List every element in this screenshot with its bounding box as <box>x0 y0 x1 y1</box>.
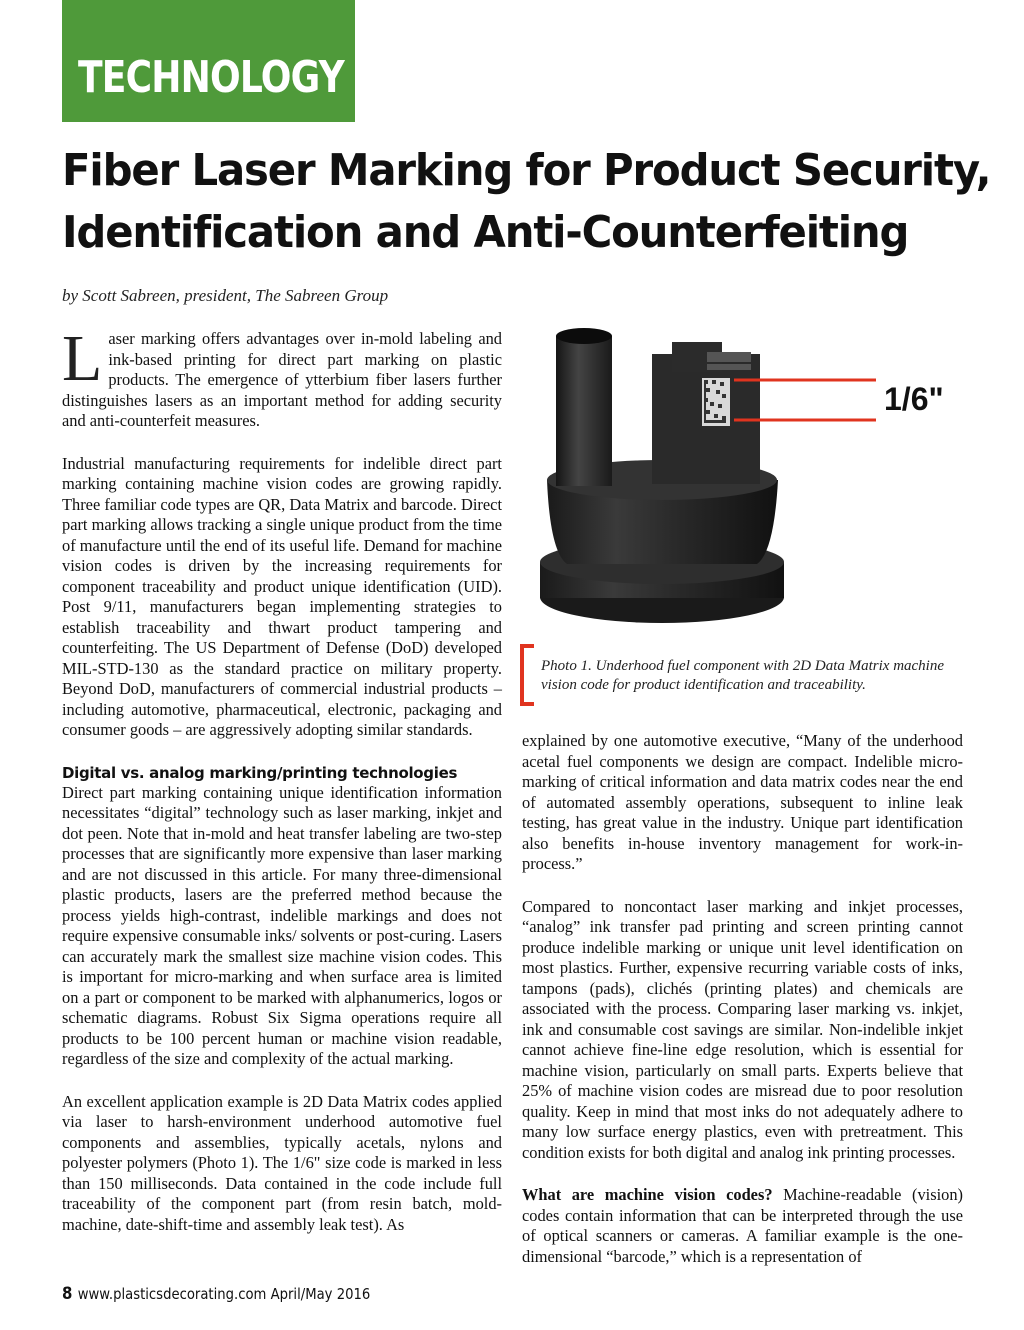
footer-text: www.plasticsdecorating.com April/May 2016 <box>77 1285 371 1303</box>
body-paragraph: Direct part marking containing unique identification information necessitates “digital” technology such as laser marking, inkjet and dot peen. Note that in-mold and heat transfer labeling are two-step processes that are significantly more expensive than laser marking and are not discussed in this article. For many three-dimensional plastic products, lasers are the preferred method because the process yields high-contrast, indelible markings and does not require expensive consumable inks/ solvents or post-curing. Lasers can accurately mark the smallest size machine vision codes. This is important for micro-marking and when surface area is limited on a part or component to be marked with alphanumerics, logos or schematic diagrams. Robust Six Sigma operations require all products to be 100 percent human or machine vision readable, regardless of the size and complexity of the actual marking. <box>62 782 502 1068</box>
article-title-line-1: Fiber Laser Marking for Product Security, <box>62 145 991 196</box>
right-column <box>522 731 963 1289</box>
run-in-heading: What are machine vision codes? <box>522 1185 773 1204</box>
photo-caption: Photo 1. Underhood fuel component with 2D Data Matrix machine vision code for product identification and traceability. <box>541 658 945 693</box>
left-column <box>62 322 502 1257</box>
photo-fuel-component <box>522 322 1002 638</box>
section-banner-label: TECHNOLOGY <box>78 52 344 103</box>
intro-text: aser marking offers advantages over in-mold labeling and ink-based printing for direct part marking on plastic products. The emergence of ytterbium fiber lasers further distinguishes lasers as an important method for adding security and anti-counterfeit measures. <box>62 329 502 430</box>
caption-bracket <box>520 644 534 706</box>
body-paragraph: explained by one automotive executive, “Many of the underhood acetal fuel components we design are compact. Indelible micro-marking of critical information and data matrix codes near the end of automated assembly operations, subsequent to inline leak testing, has great value in the industry. Unique part identification also benefits in-house inventory management for work-in-process.” <box>522 731 963 873</box>
section-subheading: Digital vs. analog marking/printing technologies <box>62 763 458 782</box>
body-paragraph: Industrial manufacturing requirements for indelible direct part marking containing machine vision codes are growing rapidly. Three familiar code types are QR, Data Matrix and barcode. Direct part marking allows tracking a single unique product from the time of manufacture until the end of its useful life. Demand for machine vision codes is driven by the increasing requirements for component traceability and product unique identification (UID). Post 9/11, manufacturers began implementing strategies to establish traceability and thwart product tampering and counterfeiting. The US Department of Defense (DoD) developed MIL-STD-130 as the standard practice on military property. Beyond DoD, manufacturers of commercial industrial products – including automotive, pharmaceutical, electronic, packaging and consumer goods – are aggressively adopting similar standards. <box>62 453 502 739</box>
drop-cap: L <box>62 322 103 395</box>
article-title-line-2: Identification and Anti-Counterfeiting <box>62 207 909 258</box>
run-in-text: Machine-readable (vision) codes contain information that can be interpreted through the use of optical scanners or cameras. A familiar example is the one-dimensional “barcode,” which is a representation of <box>522 1185 963 1266</box>
dimension-label: 1/6" <box>884 381 944 417</box>
byline: by Scott Sabreen, president, The Sabreen Group <box>62 286 389 305</box>
section-banner <box>62 0 355 122</box>
article-title <box>62 140 991 264</box>
page-number: 8 <box>62 1284 73 1304</box>
fuel-component-image <box>522 322 1002 638</box>
body-paragraph <box>522 1185 963 1267</box>
body-paragraph: Compared to noncontact laser marking and inkjet processes, “analog” ink transfer pad printing and screen printing cannot produce indelible marking or unique unit level identification on most plastics. Further, expensive recurring variable costs of inks, tampons (pads), clichés (printing plates) and chemicals are associated with the process. Comparing laser marking vs. inkjet, ink and consumable cost savings are similar. Non-indelible inkjet cannot achieve fine-line edge resolution, which is essential for machine vision, particularly on small parts. Experts believe that 25% of machine vision codes are misread due to poor resolution quality. Keep in mind that most inks do not adequately adhere to many low surface energy plastics, even with pretreatment. This condition exists for both digital and analog ink printing processes. <box>522 896 963 1162</box>
page-footer <box>62 1284 370 1304</box>
body-paragraph: An excellent application example is 2D Data Matrix codes applied via laser to harsh-environment underhood automotive fuel components and assemblies, typically acetals, nylons and polyester polymers (Photo 1). The 1/6" size code is marked in less than 150 milliseconds. Data contained in the code include full traceability of the component part (from resin batch, mold-machine, date-shift-time and assembly leak test). As <box>62 1091 502 1234</box>
intro-paragraph <box>62 322 502 432</box>
